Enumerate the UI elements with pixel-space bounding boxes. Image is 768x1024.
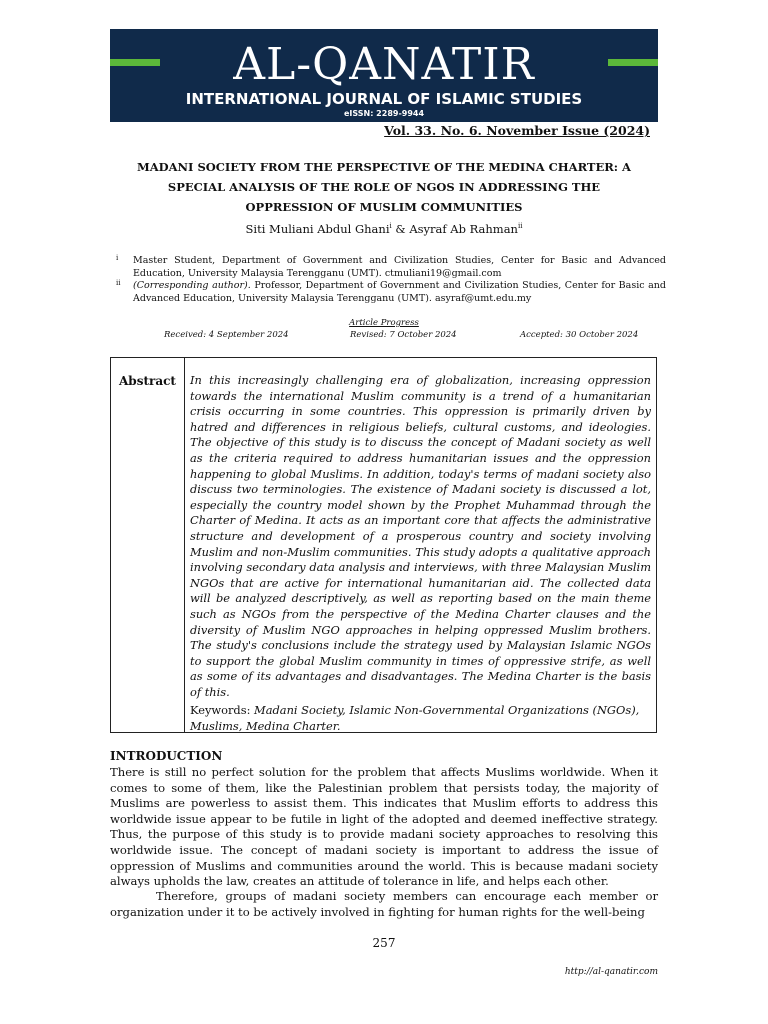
abstract-text: In this increasingly challenging era of globalization, increasing oppression towards the international Muslim community is a trend of a humanitarian crisis occurring in some countries. This oppression is primarily driven by hatred and differences in religious beliefs, cultural customs, and ideologies. The objective of this study is to discuss the concept of Madani society as well as the criteria required to address humanitarian issues and the oppression happening to global Muslims. In addition, today's terms of madani society also discuss two terminologies. The existence of Madani society is discussed a lot, especially the country model shown by the Prophet Muhammad through the Charter of Medina. It acts as an important core that affects the administrative structure and development of a prosperous country and society involving Muslim and non-Muslim communities. This study adopts a qualitative approach involving secondary data analysis and interviews, with three Malaysian Muslim NGOs that are active for international humanitarian aid. The collected data will be analyzed descriptively, as well as reporting based on the main theme such as NGOs from the perspective of the Medina Charter clauses and the diversity of Muslim NGO approaches in helping oppressed Muslim brothers. The study's conclusions include the strategy used by Malaysian Islamic NGOs to support the global Muslim community in times of oppressive strife, as well as some of its advantages and disadvantages. The Medina Charter is the basis of this.: [190, 373, 651, 699]
introduction-paragraph: Therefore, groups of madani society members can encourage each member or organization under it to be actively involved in fighting for human rights for the well-being: [110, 889, 658, 919]
received-date: Received: 4 September 2024: [164, 330, 289, 340]
keywords: [190, 703, 651, 734]
paper-title: [120, 157, 648, 217]
author-mark: ii: [517, 222, 523, 231]
author-line: [0, 222, 768, 236]
affiliation-2: [117, 280, 666, 305]
affiliation-mark: i: [116, 254, 119, 262]
keywords-label: Keywords:: [190, 703, 255, 717]
keywords-values: Madani Society, Islamic Non-Governmental Organizations (NGOs), Muslims, Medina Charter.: [190, 703, 640, 733]
title-line: OPPRESSION OF MUSLIM COMMUNITIES: [245, 200, 523, 214]
affiliation-text: Master Student, Department of Government and Civilization Studies, Center for Basic and Advanced Education, University Malaysia Terengganu (UMT). ctmuliani19@gmail.com: [133, 255, 666, 279]
corresponding-author-note: (Corresponding author).: [133, 280, 251, 291]
author-name: Asyraf Ab Rahman: [409, 222, 518, 236]
affiliation-mark: ii: [116, 279, 121, 287]
author-separator: &: [391, 222, 410, 236]
journal-banner: [110, 29, 658, 122]
footer-url[interactable]: http://al-qanatir.com: [564, 967, 658, 977]
volume-issue: Vol. 33. No. 6. November Issue (2024): [384, 123, 650, 138]
accepted-date: Accepted: 30 October 2024: [520, 330, 639, 340]
introduction-paragraph: There is still no perfect solution for the problem that affects Muslims worldwide. When it comes to some of them, like the Palestinian problem that persists today, the majority of Muslims are powerless to assist them. This indicates that Muslim efforts to address this worldwide issue appear to be futile in light of the adopted and deemed ineffective strategy. Thus, the purpose of this study is to provide madani society approaches to resolving this worldwide issue. The concept of madani society is important to address the issue of oppression of Muslims and communities around the world. This is because madani society always upholds the law, creates an attitude of tolerance in life, and helps each other.: [110, 765, 658, 889]
revised-date: Revised: 7 October 2024: [350, 330, 457, 340]
abstract-label: Abstract: [119, 374, 176, 388]
journal-title: AL-QANATIR: [233, 39, 535, 90]
abstract-divider: [184, 358, 185, 732]
author-name: Siti Muliani Abdul Ghani: [245, 222, 390, 236]
author-mark: i: [389, 222, 392, 231]
abstract-box: [110, 357, 657, 733]
affiliation-text-wrap: [133, 280, 666, 305]
journal-subtitle: INTERNATIONAL JOURNAL OF ISLAMIC STUDIES: [185, 90, 583, 108]
journal-issn: eISSN: 2289-9944: [343, 109, 425, 118]
title-line: MADANI SOCIETY FROM THE PERSPECTIVE OF THE MEDINA CHARTER: A: [137, 160, 631, 174]
article-progress-title: Article Progress: [349, 318, 419, 328]
title-line: SPECIAL ANALYSIS OF THE ROLE OF NGOS IN ADDRESSING THE: [167, 180, 601, 194]
page-number: 257: [372, 936, 396, 950]
introduction-heading: INTRODUCTION: [110, 749, 223, 763]
affiliation-1: [117, 255, 666, 280]
affiliation-text: Professor, Department of Government and Civilization Studies, Center for Basic and Advanced Education, University Malaysia Terengganu (UMT). asyraf@umt.edu.my: [133, 280, 666, 304]
